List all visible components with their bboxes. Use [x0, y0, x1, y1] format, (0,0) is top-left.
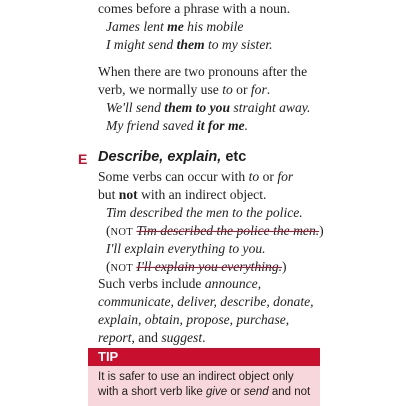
text-span: with an indirect object. [137, 187, 267, 202]
text-span: for [250, 82, 267, 97]
body-text [98, 275, 261, 293]
text-span: to [248, 169, 260, 184]
text-span: . [266, 82, 271, 97]
section-letter: E [78, 151, 88, 167]
example-sentence [106, 18, 243, 36]
text-span: ) [282, 259, 287, 274]
text-span: to [222, 82, 233, 97]
text-span: but [98, 187, 119, 202]
tip-text: It is safer to use an indirect object only [98, 371, 294, 383]
body-text: communicate, deliver, describe, donate, [98, 294, 314, 309]
text-span: announce [204, 276, 258, 291]
text-span: for [277, 169, 294, 184]
example-sentence [106, 36, 273, 54]
section-title-italic: Describe, explain, [98, 149, 222, 165]
example-sentence: I'll explain everything to you. [106, 241, 266, 256]
example-bold: it for me [196, 118, 245, 133]
example-bold: them to you [164, 100, 231, 115]
example-text: I might send [106, 37, 177, 52]
struck-example: Tim described the police the men. [136, 223, 320, 238]
text-span: ( [106, 223, 111, 238]
example-text: James lent [106, 19, 168, 34]
example-bold: me [167, 19, 184, 34]
text-span: send [243, 386, 269, 398]
text-span: suggest [161, 330, 203, 345]
tip-label: TIP [98, 349, 119, 364]
text-span: , and [131, 330, 162, 345]
text-span: with a short verb like [98, 386, 207, 398]
struck-example: I'll explain you everything. [136, 259, 283, 274]
example-text: straight away. [230, 100, 311, 115]
text-span: , [257, 276, 262, 291]
example-bold: them [176, 37, 205, 52]
text-span: or [259, 169, 278, 184]
example-text: My friend saved [106, 118, 197, 133]
section-title [98, 149, 246, 165]
text-span: verb, we normally use [98, 82, 223, 97]
wrong-example [106, 222, 324, 242]
body-text [98, 81, 270, 99]
example-text: We'll send [106, 100, 165, 115]
example-sentence: Tim described the men to the police. [106, 205, 303, 220]
tip-box [88, 366, 320, 406]
text-span: ) [319, 223, 324, 238]
text-span: Some verbs can occur with [98, 169, 249, 184]
tip-header [88, 348, 320, 366]
example-text: his mobile [183, 19, 244, 34]
text-span: and not [268, 386, 311, 398]
body-text: When there are two pronouns after the [98, 64, 308, 79]
tip-text [98, 385, 310, 399]
text-span: ( [106, 259, 111, 274]
text-span: Such verbs include [98, 276, 205, 291]
intro-line: comes before a phrase with a noun. [98, 1, 291, 16]
example-text: . [244, 118, 248, 133]
text-span: or [232, 82, 251, 97]
text-span: . [202, 330, 206, 345]
body-text [98, 329, 206, 347]
example-sentence [106, 117, 248, 135]
text-span: or [227, 386, 244, 398]
not-label: NOT [110, 227, 134, 238]
body-text [98, 168, 293, 186]
example-text: to my sister. [204, 37, 273, 52]
example-sentence [106, 99, 310, 117]
section-title-plain: etc [221, 149, 247, 165]
text-span: report [98, 330, 132, 345]
body-text: explain, obtain, propose, purchase, [98, 312, 290, 327]
not-label: NOT [110, 263, 134, 274]
text-span: give [206, 386, 228, 398]
text-span: not [118, 187, 138, 202]
body-text [98, 186, 266, 204]
